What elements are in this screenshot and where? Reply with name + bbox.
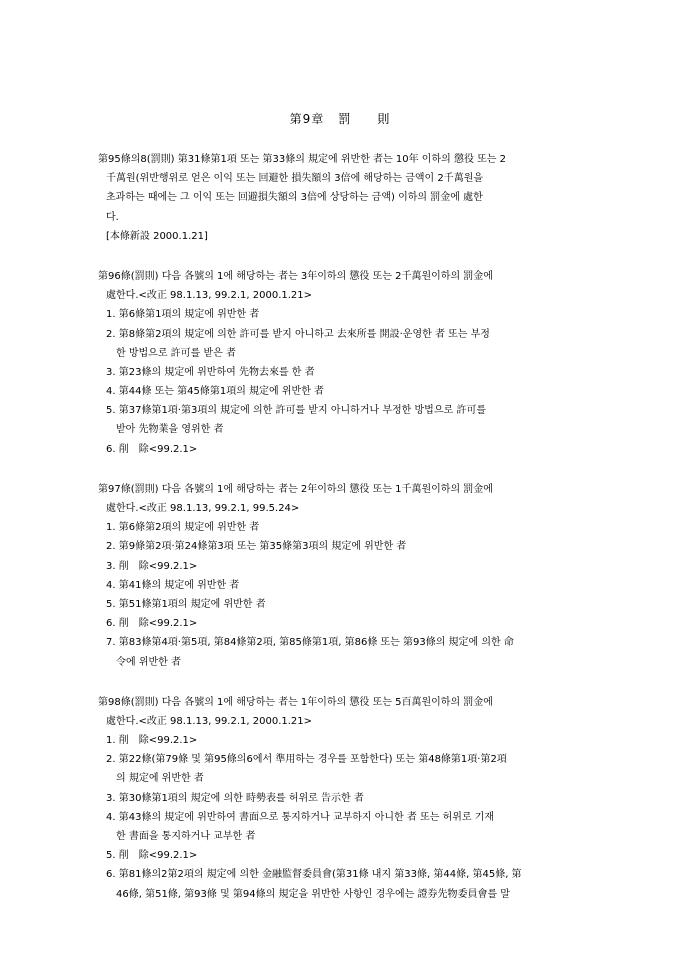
list-item: 4. 第41條의 規定에 위반한 者 — [106, 579, 240, 591]
list-item: 6. 削 除<99.2.1> — [106, 443, 198, 455]
list-item-continuation: 받아 先物業을 영위한 者 — [116, 424, 224, 436]
document-body — [98, 150, 588, 925]
article-line: 第96條(罰則) 다음 各號의 1에 해당하는 者는 3年이하의 懲役 또는 2千萬원이하의 罰金에 — [98, 270, 493, 282]
list-item: 4. 第44條 또는 第45條第1項의 規定에 위반한 者 — [106, 386, 325, 398]
article-line: 處한다.<改正 98.1.13, 99.2.1, 99.5.24> — [106, 503, 300, 514]
list-item: 6. 削 除<99.2.1> — [106, 618, 198, 630]
article-line: 초과하는 때에는 그 이익 또는 回避損失額의 3倍에 상당하는 금액) 이하의 罰金에 處한 — [106, 192, 483, 204]
article-96 — [98, 267, 588, 459]
list-item: 4. 第43條의 規定에 위반하여 書面으로 통지하거나 교부하지 아니한 者 또는 허위로 기재 — [106, 811, 495, 823]
list-item-continuation: 令에 위반한 者 — [116, 656, 181, 668]
article-line: 千萬원(위반행위로 얻은 이익 또는 回避한 損失額의 3倍에 해당하는 금액이 2千萬원을 — [106, 173, 484, 185]
article-95-8 — [98, 150, 588, 246]
article-line: 第95條의8(罰則) 第31條第1項 또는 第33條의 規定에 위반한 者는 10年 이하의 懲役 또는 2 — [98, 154, 506, 165]
list-item: 3. 削 除<99.2.1> — [106, 560, 198, 572]
article-line: 第97條(罰則) 다음 各號의 1에 해당하는 者는 2年이하의 懲役 또는 1千萬원이하의 罰金에 — [98, 483, 493, 495]
list-item: 7. 第83條第4項·第5項, 第84條第2項, 第85條第1項, 第86條 또는 第93條의 規定에 의한 命 — [106, 637, 514, 649]
list-item: 6. 第81條의2第2項의 規定에 의한 金融監督委員會(第31條 내지 第33條, 第44條, 第45條, 第 — [106, 869, 522, 881]
article-line: 處한다.<改正 98.1.13, 99.2.1, 2000.1.21> — [106, 715, 313, 727]
list-item-continuation: 한 書面을 통지하거나 교부한 者 — [116, 831, 256, 842]
list-item: 1. 削 除<99.2.1> — [106, 735, 198, 747]
list-item: 3. 第30條第1項의 規定에 의한 時勢表를 허위로 告示한 者 — [106, 792, 364, 804]
chapter-title: 罰 則 — [338, 112, 391, 126]
list-item: 1. 第6條第1項의 規定에 위반한 者 — [106, 309, 260, 321]
chapter-number: 第9章 — [289, 112, 325, 126]
article-line: 第98條(罰則) 다음 各號의 1에 해당하는 者는 1年이하의 懲役 또는 5百萬원이하의 罰金에 — [98, 696, 493, 708]
list-item-continuation: 의 規定에 위반한 者 — [116, 773, 204, 785]
list-item: 2. 第9條第2項·第24條第3項 또는 第35條第3項의 規定에 위반한 者 — [106, 541, 407, 553]
list-item: 2. 第22條(第79條 및 第95條의6에서 準用하는 경우를 포함한다) 또는 第48條第1項·第2項 — [106, 754, 507, 766]
list-item: 2. 第8條第2項의 規定에 의한 許可를 받지 아니하고 去來所를 開設·운영한 者 또는 부정 — [106, 328, 490, 340]
article-line: 處한다.<改正 98.1.13, 99.2.1, 2000.1.21> — [106, 290, 313, 302]
list-item: 5. 第37條第1項·第3項의 規定에 의한 許可를 받지 아니하거나 부정한 방법으로 許可를 — [106, 405, 486, 417]
list-item-continuation: 46條, 第51條, 第93條 및 第94條의 規定을 위반한 사항인 경우에는 證券先物委員會를 말 — [116, 888, 510, 900]
article-97 — [98, 480, 588, 672]
article-line: 다. — [106, 211, 119, 223]
list-item-continuation: 한 방법으로 許可를 받은 者 — [116, 347, 236, 359]
list-item: 1. 第6條第2項의 規定에 위반한 者 — [106, 522, 260, 534]
list-item: 5. 削 除<99.2.1> — [106, 850, 198, 862]
amendment-note: [本條新設 2000.1.21] — [106, 230, 208, 242]
list-item: 5. 第51條第1項의 規定에 위반한 者 — [106, 598, 266, 610]
chapter-heading — [0, 110, 680, 129]
list-item: 3. 第23條의 規定에 위반하여 先物去來를 한 者 — [106, 366, 315, 378]
article-98 — [98, 693, 588, 904]
